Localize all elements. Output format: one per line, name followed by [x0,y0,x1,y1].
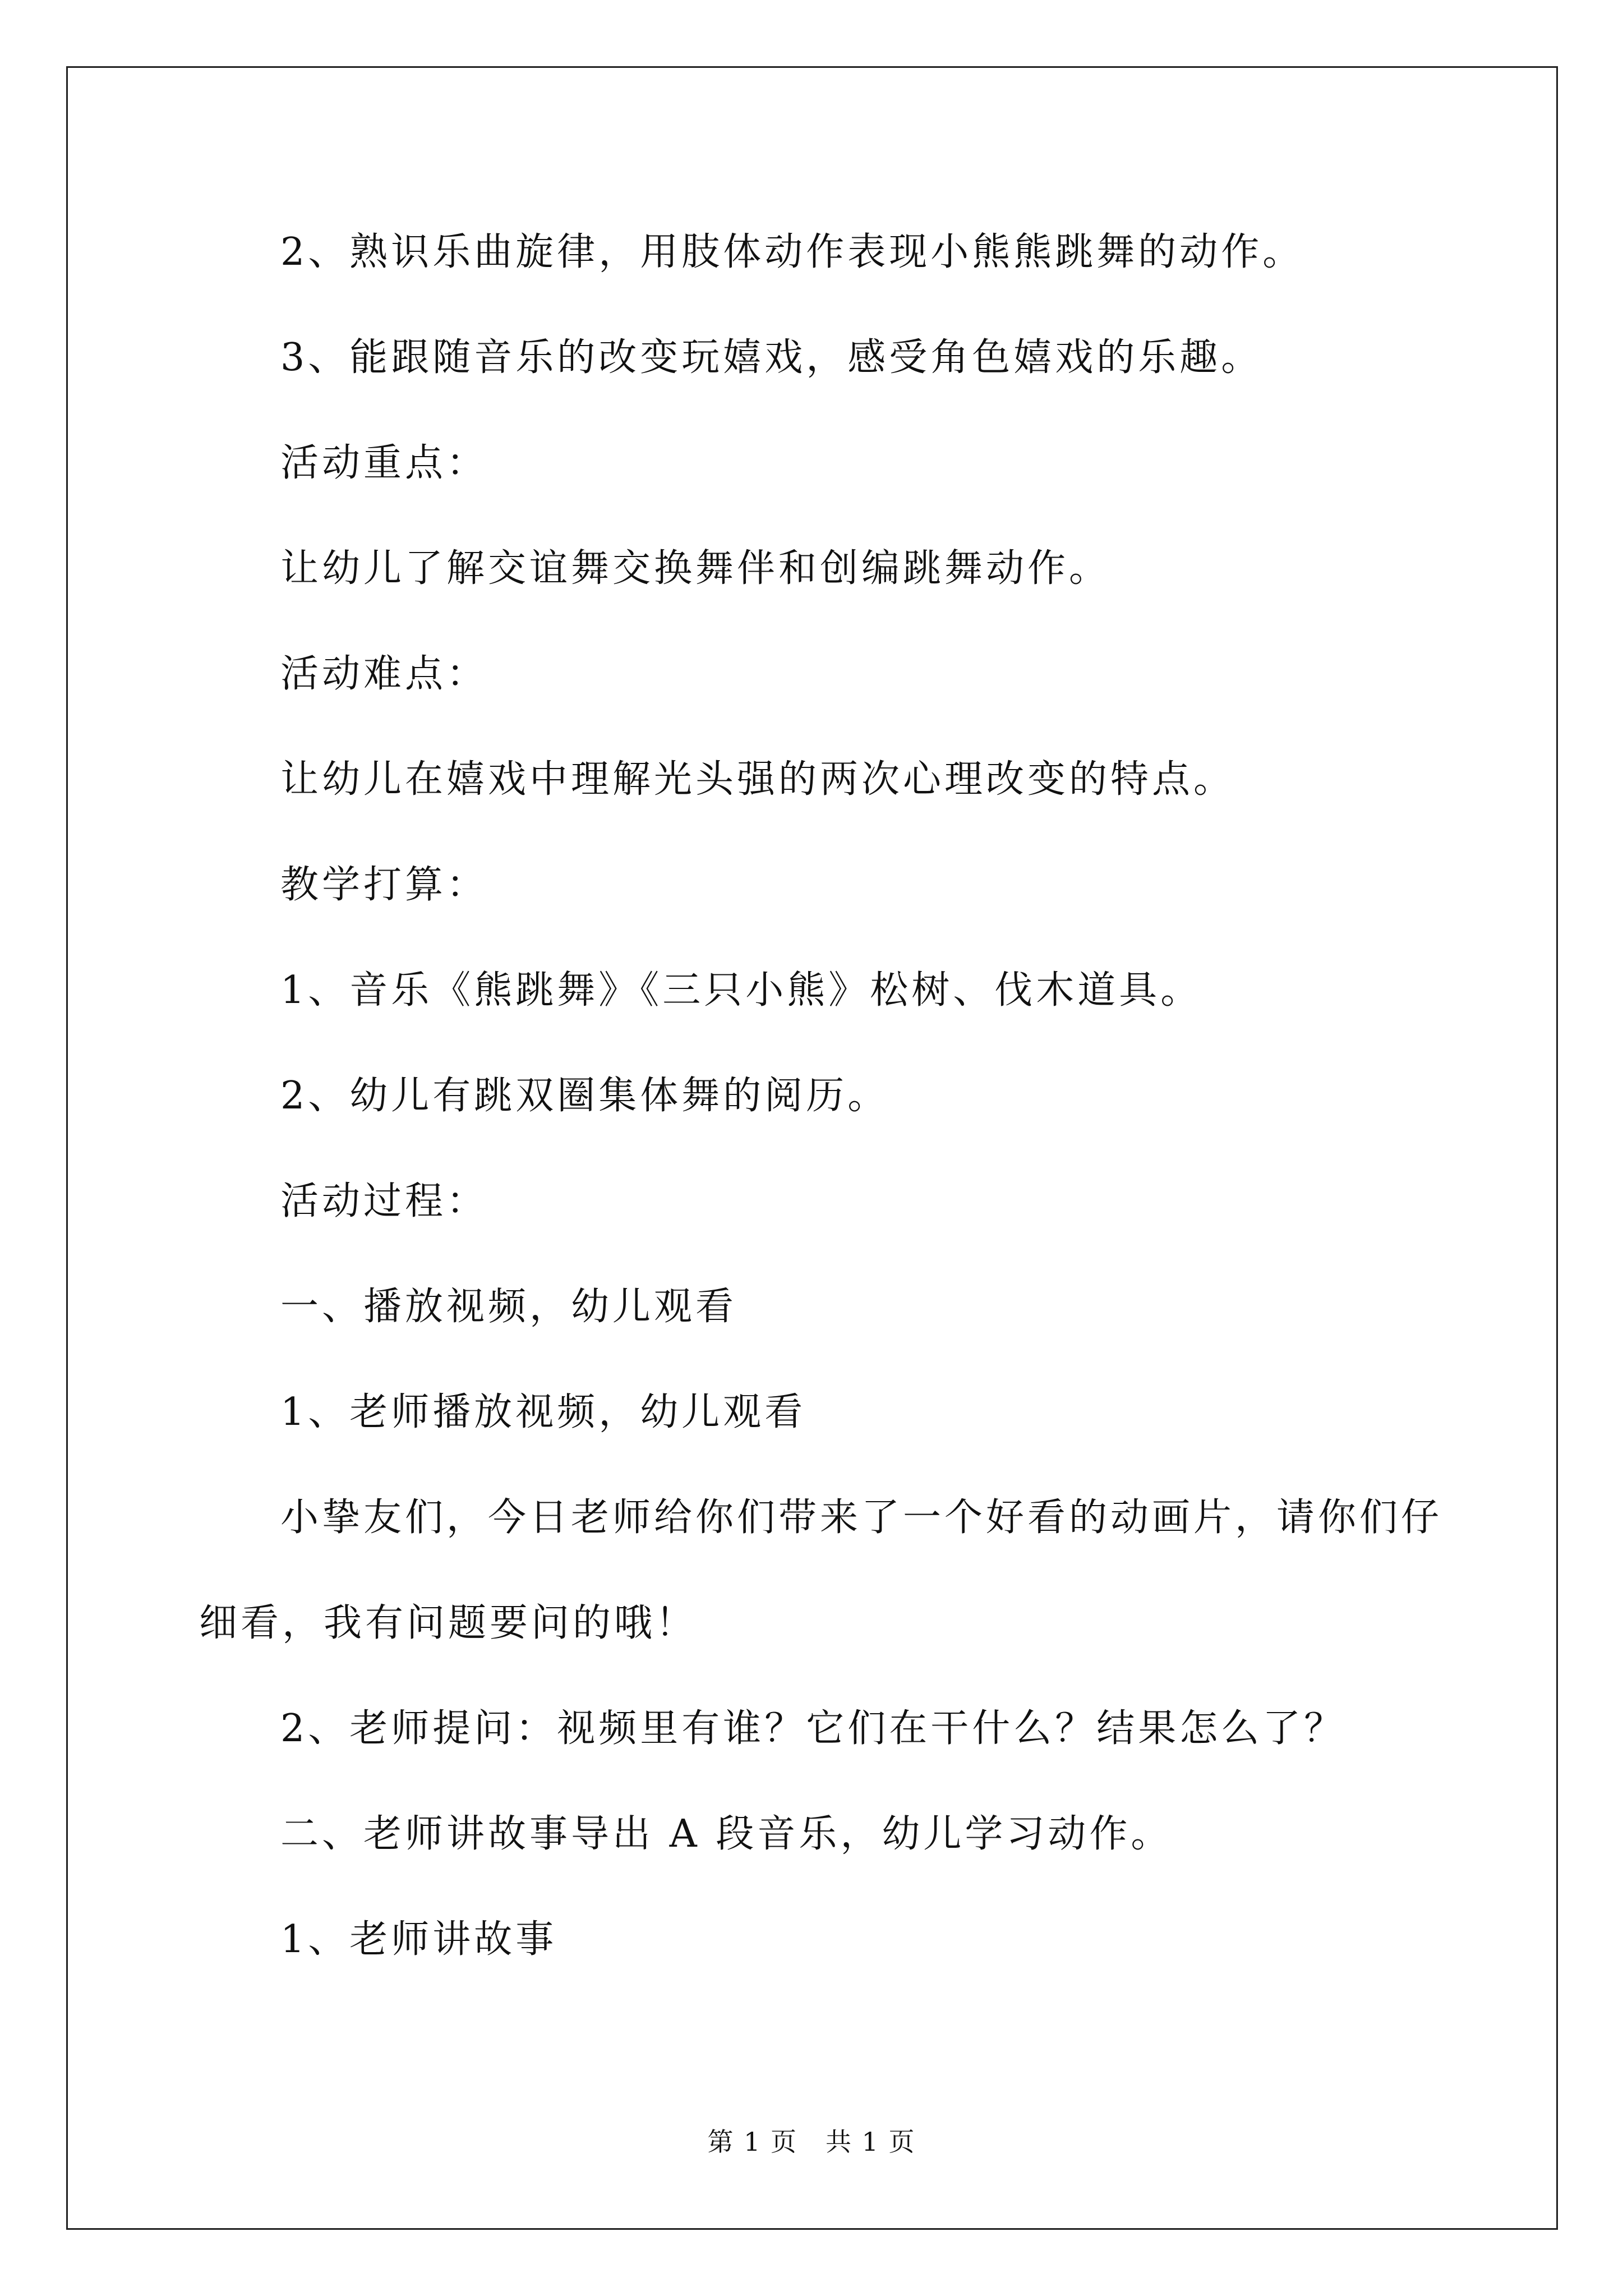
text-line: 让幼儿了解交谊舞交换舞伴和创编跳舞动作。 [280,546,1111,591]
text-line: 小挚友们，今日老师给你们带来了一个好看的动画片，请你们仔 [280,1496,1443,1540]
page-footer [0,2126,1623,2157]
text-line: 细看，我有问题要问的哦！ [199,1601,698,1645]
page-border [66,66,1558,2230]
text-line: 二、老师讲故事导出 A 段音乐，幼儿学习动作。 [280,1812,1173,1856]
section-heading: 活动过程： [280,1179,488,1223]
text-line: 3、能跟随音乐的改变玩嬉戏，感受角色嬉戏的乐趣。 [280,335,1263,380]
page-number-current: 第 1 页 [707,2127,797,2157]
text-line: 1、老师讲故事 [280,1917,557,1962]
section-heading: 活动重点： [280,441,488,485]
text-line: 1、音乐《熊跳舞》《三只小熊》松树、伐木道具。 [280,968,1202,1013]
section-heading: 活动难点： [280,652,488,696]
text-line: 2、老师提问：视频里有谁？它们在干什么？结果怎么了？ [280,1706,1346,1751]
text-line: 让幼儿在嬉戏中理解光头强的两次心理改变的特点。 [280,757,1235,802]
text-line: 1、老师播放视频，幼儿观看 [280,1390,806,1434]
section-heading: 教学打算： [280,863,488,907]
text-line: 2、熟识乐曲旋律，用肢体动作表现小熊熊跳舞的动作。 [280,230,1304,274]
text-line: 2、幼儿有跳双圈集体舞的阅历。 [280,1074,889,1118]
text-line: 一、播放视频，幼儿观看 [280,1285,737,1329]
page-number-total: 共 1 页 [826,2127,916,2157]
